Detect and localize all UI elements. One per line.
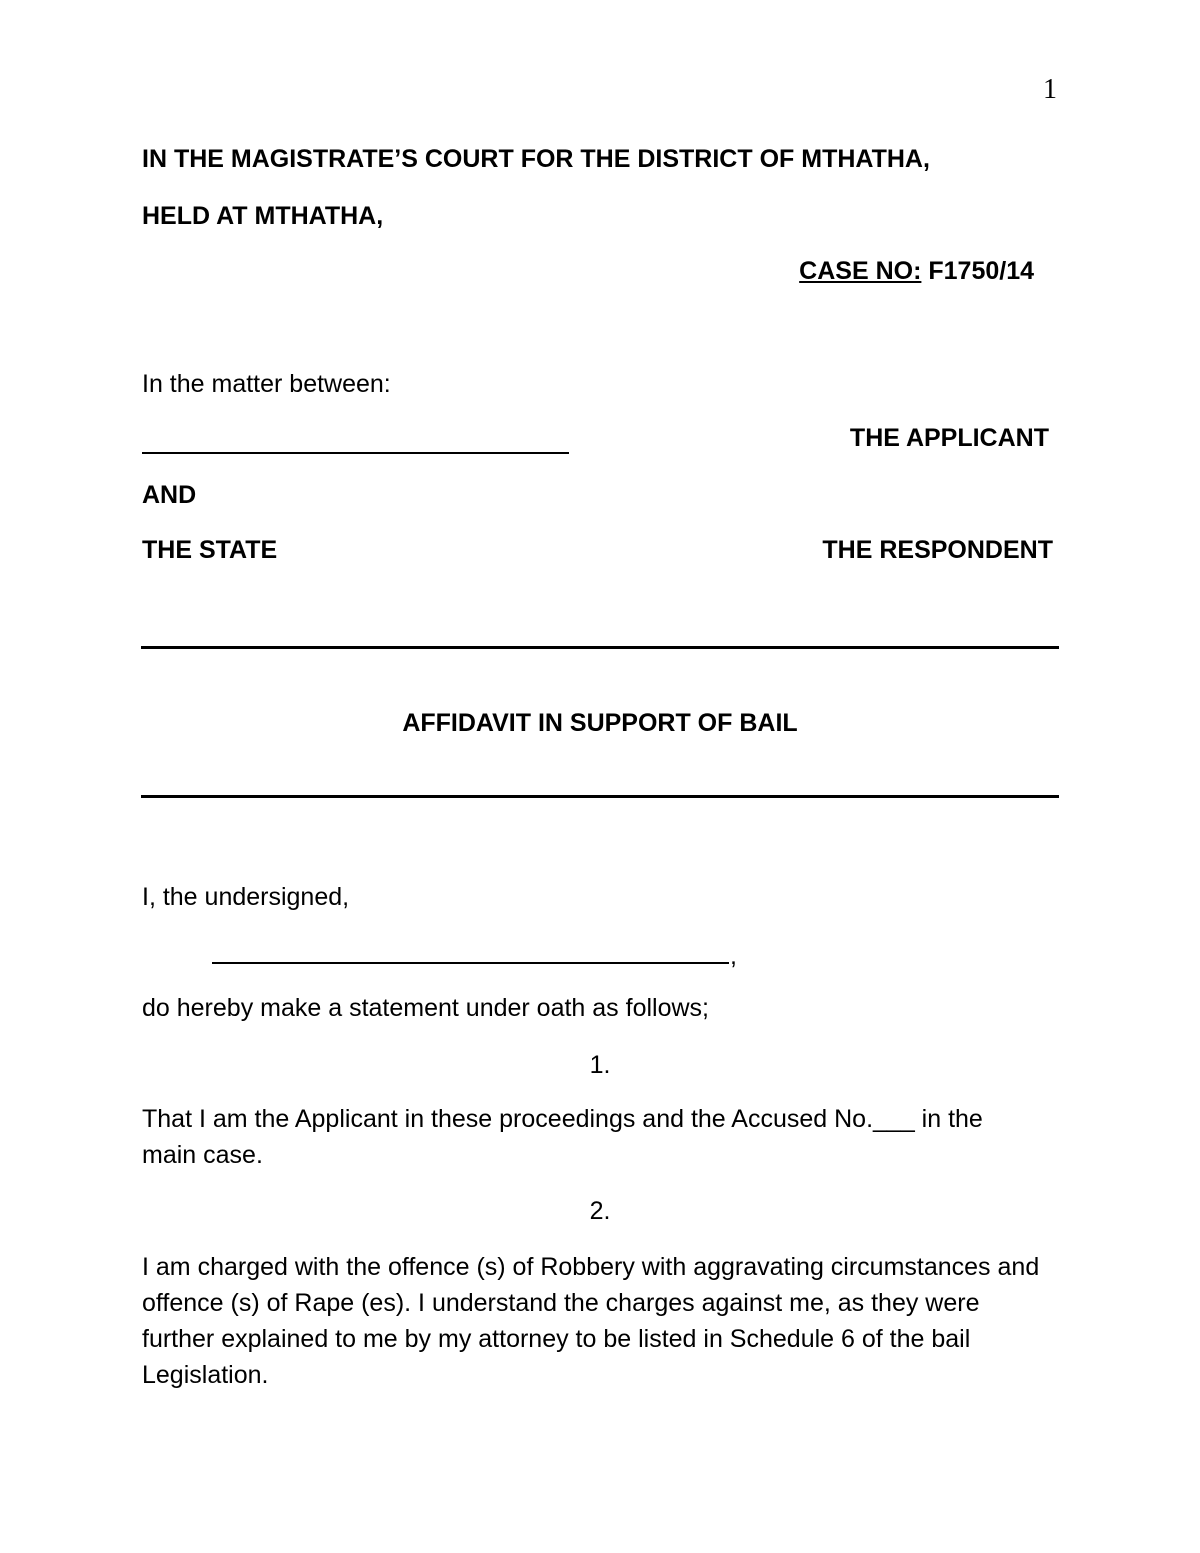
matter-intro: In the matter between: [142,370,391,398]
title-top-rule [141,646,1059,649]
court-heading-line2: HELD AT MTHATHA, [142,202,384,230]
respondent-name: THE STATE [142,536,278,564]
court-heading-line1: IN THE MAGISTRATE’S COURT FOR THE DISTRICT OF MTHATHA, [142,145,930,173]
paragraph-text: I am charged with the offence (s) of Robbery with aggravating circumstances and offence (s) of Rape (es). I understand the charges against me, as they were further explained to me by my attorney to be listed in Schedule 6 of the bail Legislation. [142,1253,1040,1389]
undersigned-line: I, the undersigned, [142,883,350,911]
deponent-name-comma: , [730,942,737,970]
oath-statement: do hereby make a statement under oath as follows; [142,994,709,1022]
page-number: 1 [1043,74,1057,105]
case-number-value: F1750/14 [928,257,1034,285]
applicant-role: THE APPLICANT [849,424,1049,452]
deponent-name-blank [212,962,729,964]
case-number-line [799,257,1034,286]
parties-conjunction: AND [142,481,197,509]
case-number-label: CASE NO: [799,257,922,285]
title-bottom-rule [141,795,1059,798]
paragraph-text: That I am the Applicant in these proceedings and the Accused No.___ in the main case. [142,1105,983,1169]
paragraph-number: 1. [589,1051,611,1079]
applicant-name-blank [142,452,569,454]
respondent-role: THE RESPONDENT [822,536,1053,564]
document-title: AFFIDAVIT IN SUPPORT OF BAIL [402,709,798,737]
paragraph-number: 2. [589,1197,611,1225]
